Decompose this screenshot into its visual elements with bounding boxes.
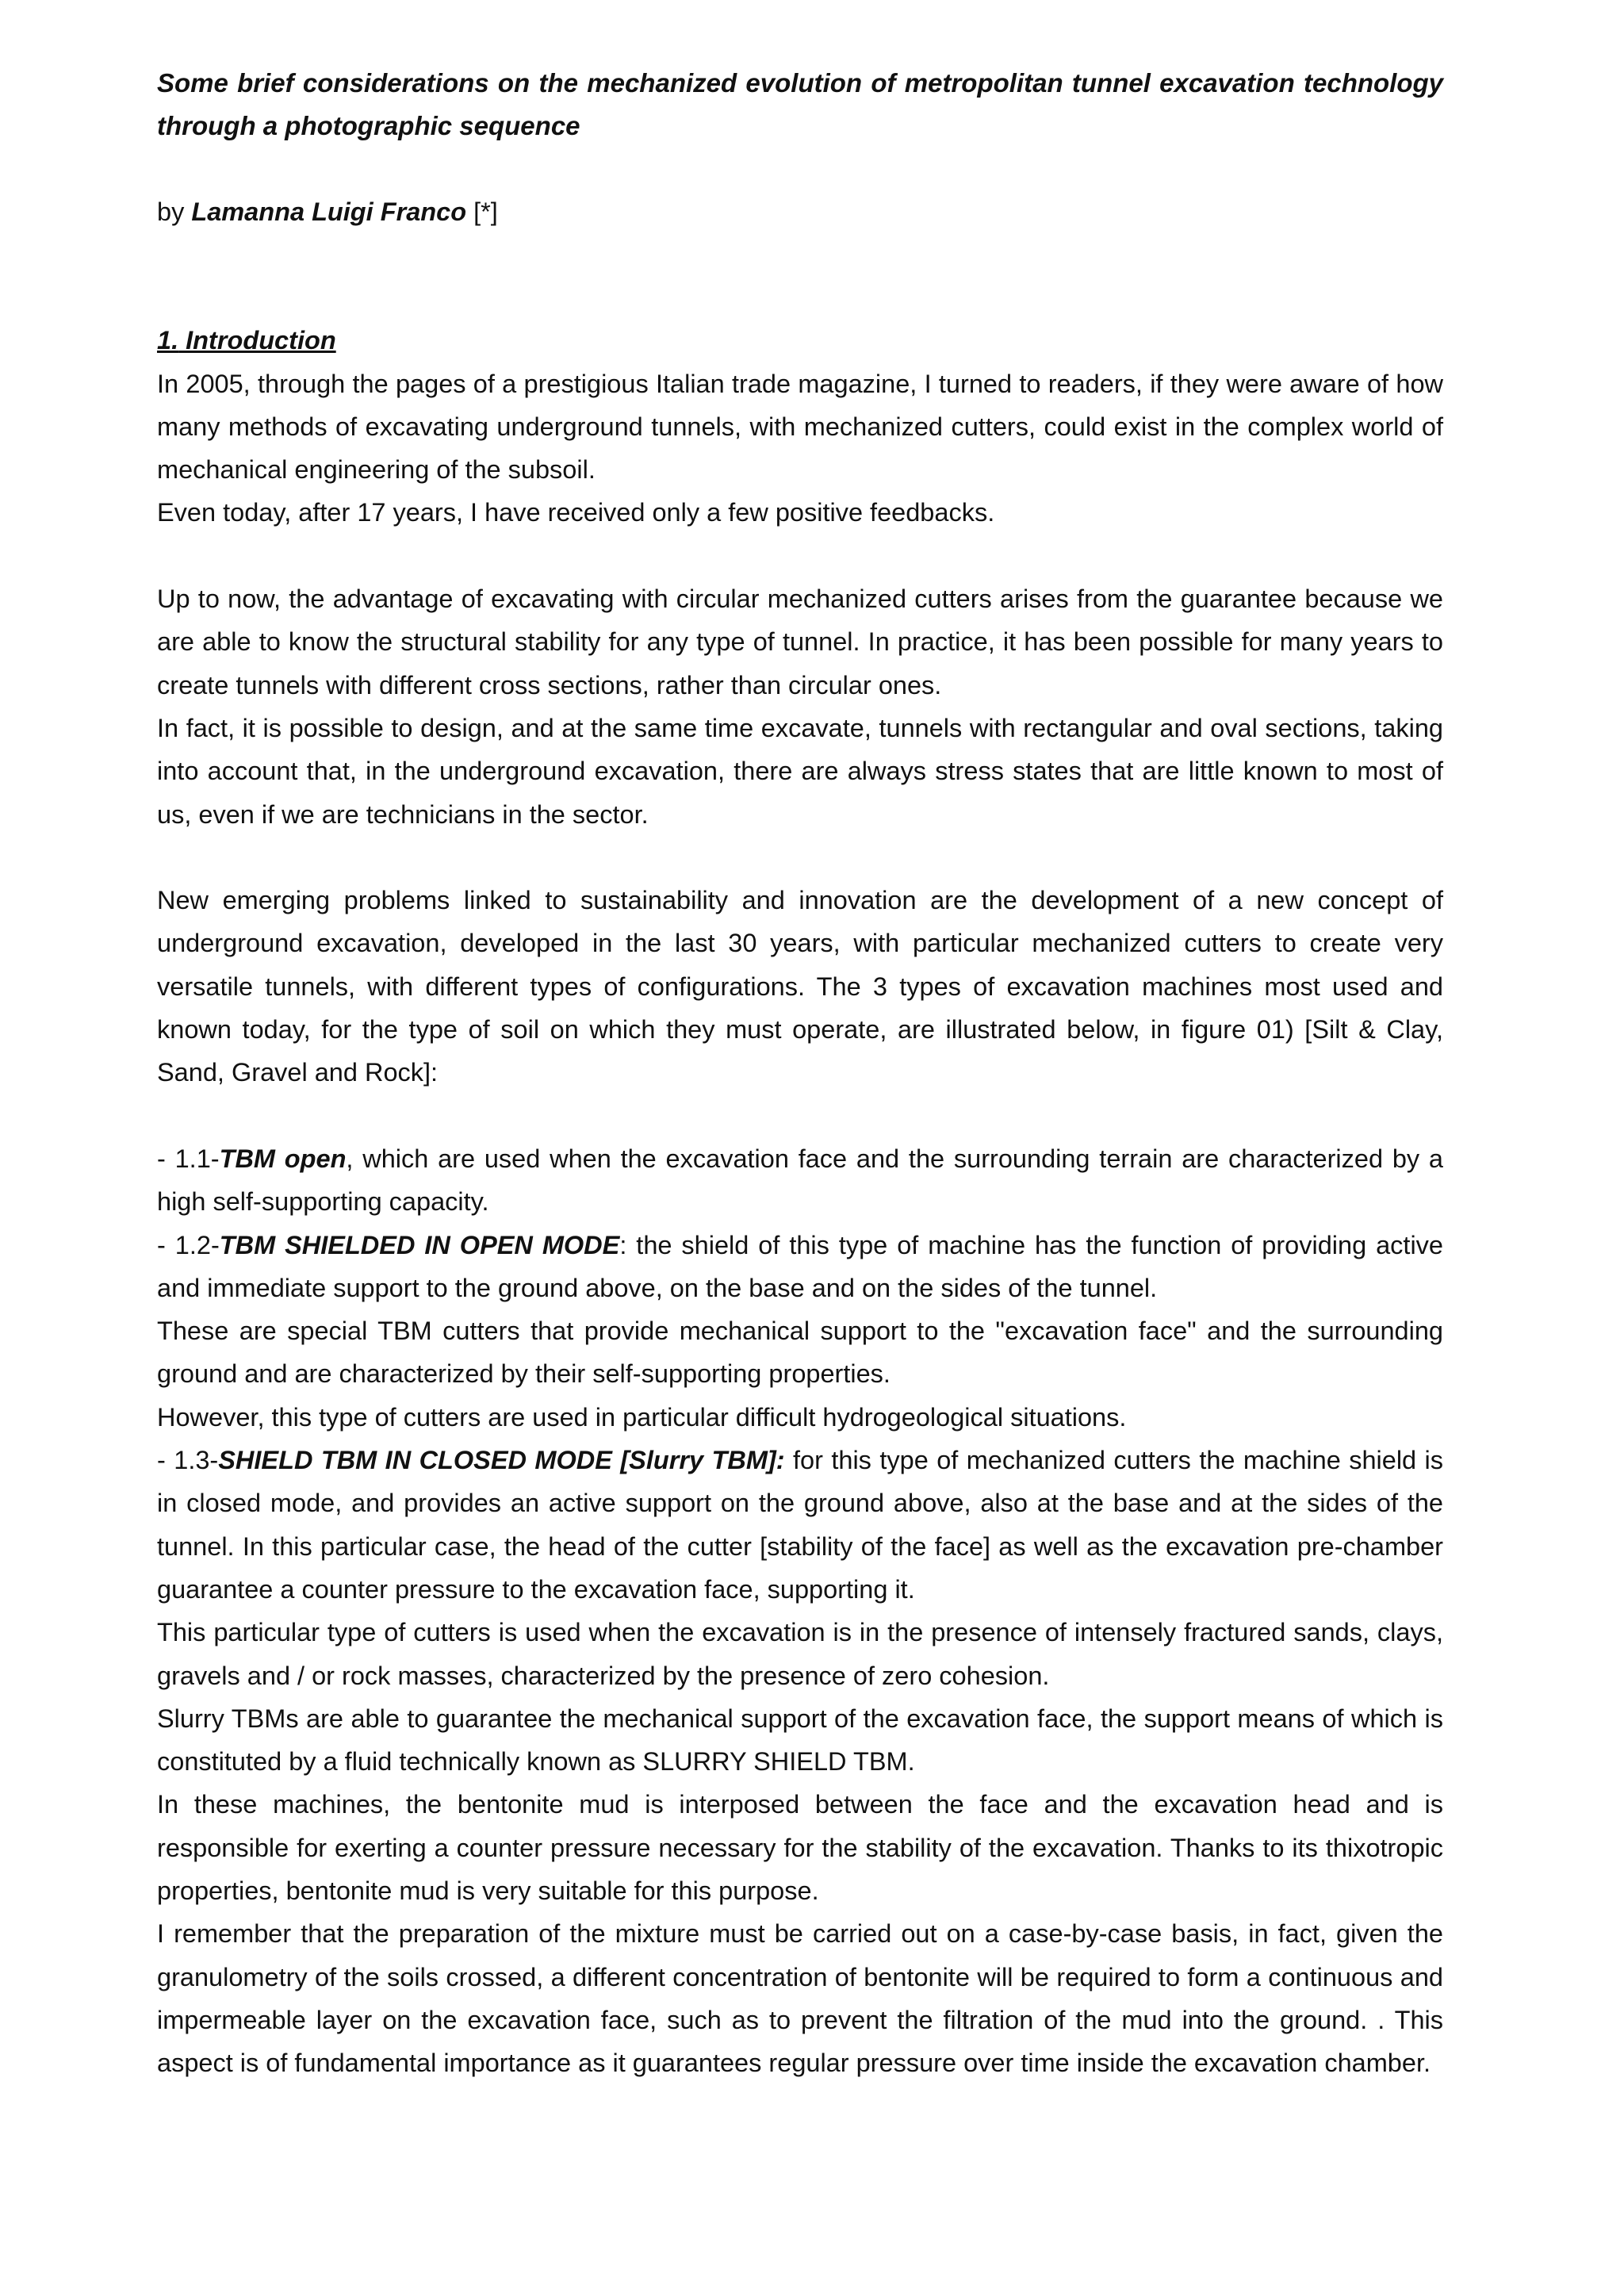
paragraph-1: In 2005, through the pages of a prestigious Italian trade magazine, I turned to readers, if they were aware of how many methods of excavating underground tunnels, with mechanized cutters, could exist in the complex world of mechanical engineering of the subsoil. (157, 369, 1443, 485)
paragraph-2: Even today, after 17 years, I have received only a few positive feedbacks. (157, 498, 995, 527)
list-item-term: TBM SHIELDED IN OPEN MODE (219, 1230, 620, 1259)
paragraph-8: This particular type of cutters is used when the excavation is in the presence of intensely fractured sands, clays, gravels and / or rock masses, characterized by the presence of zero cohesion. (157, 1618, 1443, 1690)
list-item-1-2 (157, 1224, 1443, 1310)
paragraph-gap (157, 535, 1443, 577)
list-item-term: TBM open (219, 1144, 347, 1173)
byline (157, 190, 1443, 233)
list-item-term: SHIELD TBM IN CLOSED MODE [Slurry TBM]: (218, 1446, 785, 1475)
list-item-1-1 (157, 1137, 1443, 1224)
byline-suffix: [*] (466, 197, 498, 226)
section-number: 1. (157, 326, 179, 355)
paragraph-gap (157, 836, 1443, 879)
paragraph-11: I remember that the preparation of the mixture must be carried out on a case-by-case basis, in fact, given the granulometry of the soils crossed, a different concentration of bentonite will be required to form a continuous and impermeable layer on the excavation face, such as to prevent the filtration of the mud into the ground. . This aspect is of fundamental importance as it guarantees regular pressure over time inside the excavation chamber. (157, 1919, 1443, 2078)
paragraph-9: Slurry TBMs are able to guarantee the mechanical support of the excavation face, the support means of which is constituted by a fluid technically known as SLURRY SHIELD TBM. (157, 1704, 1443, 1777)
paragraph-4: In fact, it is possible to design, and at the same time excavate, tunnels with rectangular and oval sections, taking into account that, in the underground excavation, there are always stress states that are little known to most of us, even if we are technicians in the sector. (157, 713, 1443, 829)
list-item-text: : the shield of this type of machine has the function of providing active and immediate support to the ground above, on the base and on the sides of the tunnel. (157, 1230, 1443, 1302)
byline-prefix: by (157, 197, 192, 226)
list-item-prefix: - 1.2- (157, 1230, 220, 1259)
author-name: Lamanna Luigi Franco (191, 197, 467, 226)
document-page (157, 62, 1443, 2084)
paragraph-7: However, this type of cutters are used in particular difficult hydrogeological situations. (157, 1402, 1127, 1432)
list-item-1-3 (157, 1439, 1443, 1611)
paragraph-3: Up to now, the advantage of excavating with circular mechanized cutters arises from the guarantee because we are able to know the structural stability for any type of tunnel. In practice, it has been possible for many years to create tunnels with different cross sections, rather than circular ones. (157, 585, 1443, 700)
paragraph-5: New emerging problems linked to sustainability and innovation are the development of a new concept of underground excavation, developed in the last 30 years, with particular mechanized cutters to create very versatile tunnels, with different types of configurations. The 3 types of excavation machines most used and known today, for the type of soil on which they must operate, are illustrated below, in figure 01) [Silt & Clay, Sand, Gravel and Rock]: (157, 886, 1443, 1087)
section-heading (157, 319, 1443, 362)
list-item-prefix: - 1.3- (157, 1446, 219, 1475)
paragraph-6: These are special TBM cutters that provide mechanical support to the "excavation face" and the surrounding ground and are characterized by their self-supporting properties. (157, 1317, 1443, 1389)
paragraph-10: In these machines, the bentonite mud is interposed between the face and the excavation head and is responsible for exerting a counter pressure necessary for the stability of the excavation. Thanks to its thixotropic properties, bentonite mud is very suitable for this purpose. (157, 1790, 1443, 1905)
section-title: Introduction (178, 326, 336, 355)
paragraph-gap (157, 1094, 1443, 1137)
list-item-prefix: - 1.1- (157, 1144, 220, 1173)
document-title: Some brief considerations on the mechanized evolution of metropolitan tunnel excavation technology through a photographic sequence (157, 68, 1443, 140)
list-item-text: , which are used when the excavation face and the surrounding terrain are characterized by a high self-supporting capacity. (157, 1144, 1443, 1217)
list-item-text: for this type of mechanized cutters the machine shield is in closed mode, and provides an active support on the ground above, also at the base and at the sides of the tunnel. In this particular case, the head of the cutter [stability of the face] as well as the excavation pre-chamber guarantee a counter pressure to the excavation face, supporting it. (157, 1446, 1443, 1604)
